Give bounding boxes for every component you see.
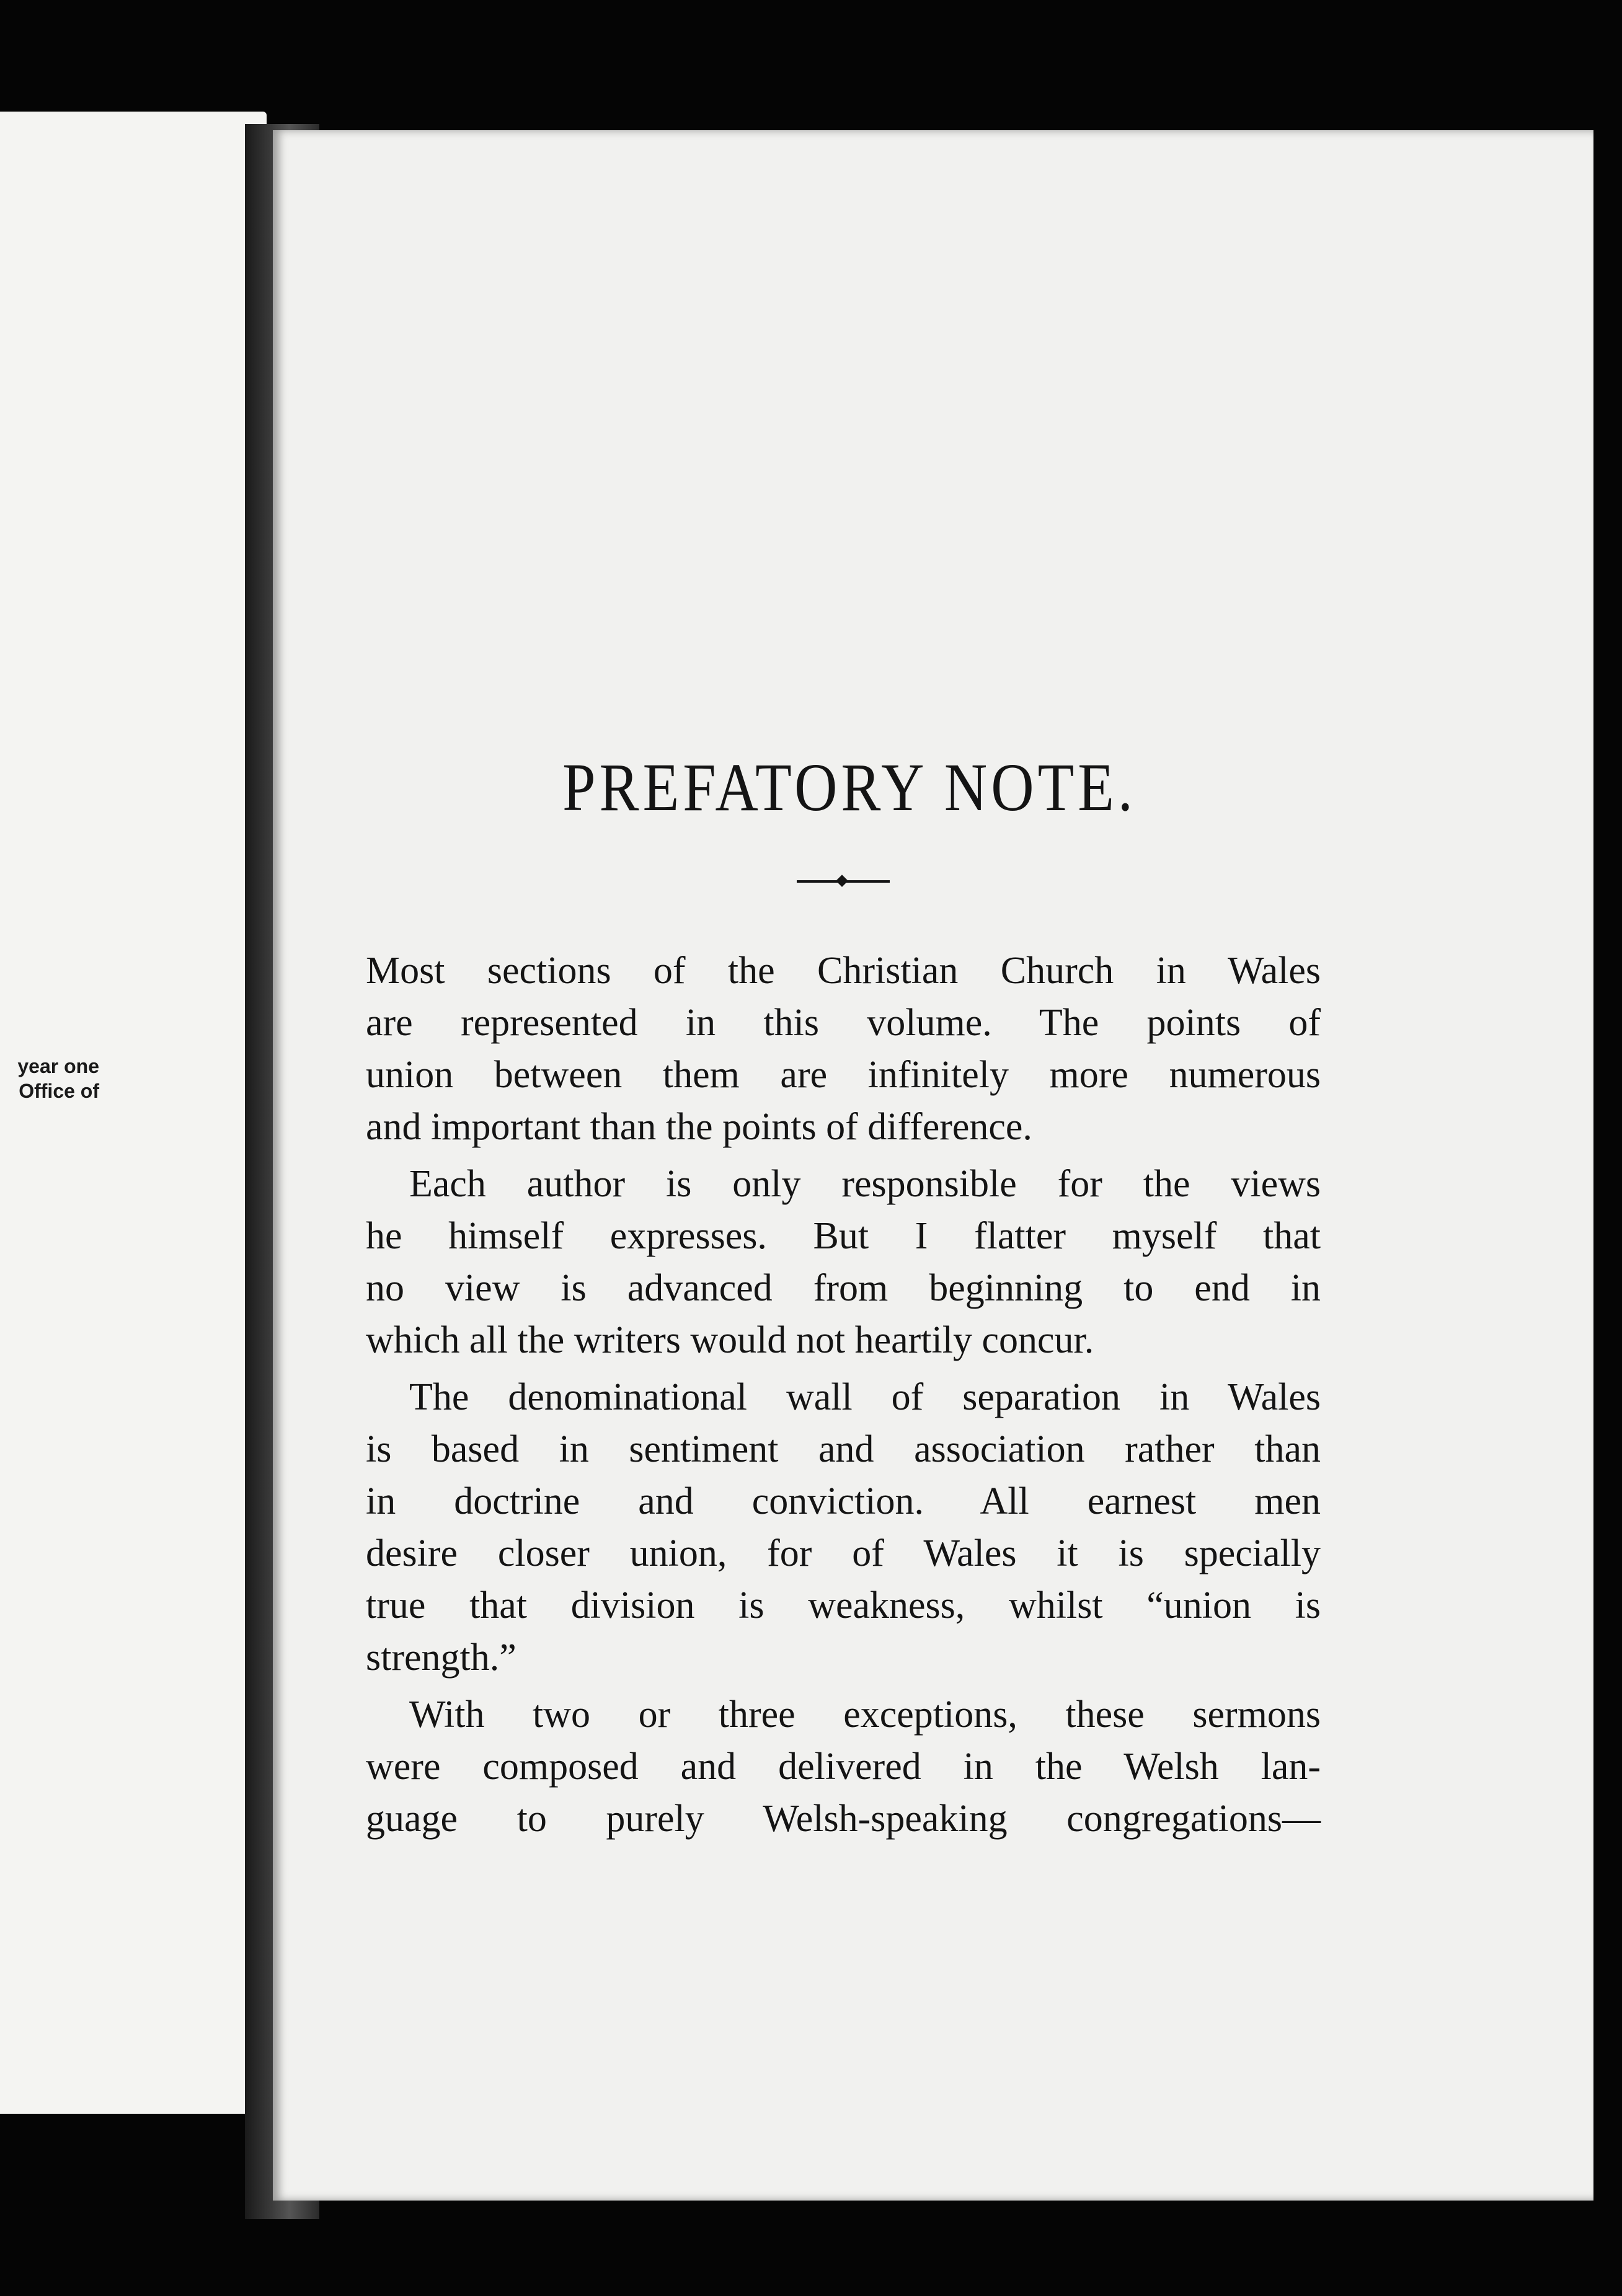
text-line: is based in sentiment and association rather than	[366, 1428, 1321, 1470]
text-line: union between them are infinitely more numerous	[366, 1054, 1321, 1096]
text-line: With two or three exceptions, these sermons	[409, 1693, 1321, 1736]
page-heading: PREFATORY NOTE.	[562, 748, 1137, 825]
text-line: no view is advanced from beginning to end in	[366, 1267, 1321, 1309]
book-page	[273, 130, 1593, 2201]
previous-page-snippet: Office of	[19, 1080, 99, 1102]
previous-page-edge	[0, 112, 267, 2114]
text-line: were composed and delivered in the Welsh lan-	[366, 1746, 1321, 1788]
text-line: and important than the points of difference.	[366, 1106, 1032, 1148]
text-line: strength.”	[366, 1636, 516, 1679]
paragraph-1	[366, 945, 1321, 1153]
text-line: Most sections of the Christian Church in Wales	[366, 950, 1321, 992]
text-line: he himself expresses. But I flatter myself that	[366, 1215, 1321, 1257]
text-line: true that division is weakness, whilst “union is	[366, 1584, 1321, 1627]
text-line: are represented in this volume. The points of	[366, 1002, 1321, 1044]
paragraph-4	[366, 1689, 1321, 1845]
text-line: which all the writers would not heartily concur.	[366, 1319, 1094, 1361]
page-text-block	[366, 750, 1321, 1850]
text-line: The denominational wall of separation in Wales	[409, 1376, 1321, 1418]
text-line: in doctrine and conviction. All earnest men	[366, 1480, 1321, 1522]
paragraph-3	[366, 1371, 1321, 1684]
text-line: Each author is only responsible for the views	[409, 1163, 1321, 1205]
text-line: desire closer union, for of Wales it is specially	[366, 1532, 1321, 1574]
paragraph-2	[366, 1158, 1321, 1366]
previous-page-snippet: year one	[17, 1055, 99, 1077]
text-line: guage to purely Welsh-speaking congregations—	[366, 1798, 1321, 1840]
ornament-diamond	[836, 875, 848, 887]
ornament-rule	[797, 874, 890, 889]
